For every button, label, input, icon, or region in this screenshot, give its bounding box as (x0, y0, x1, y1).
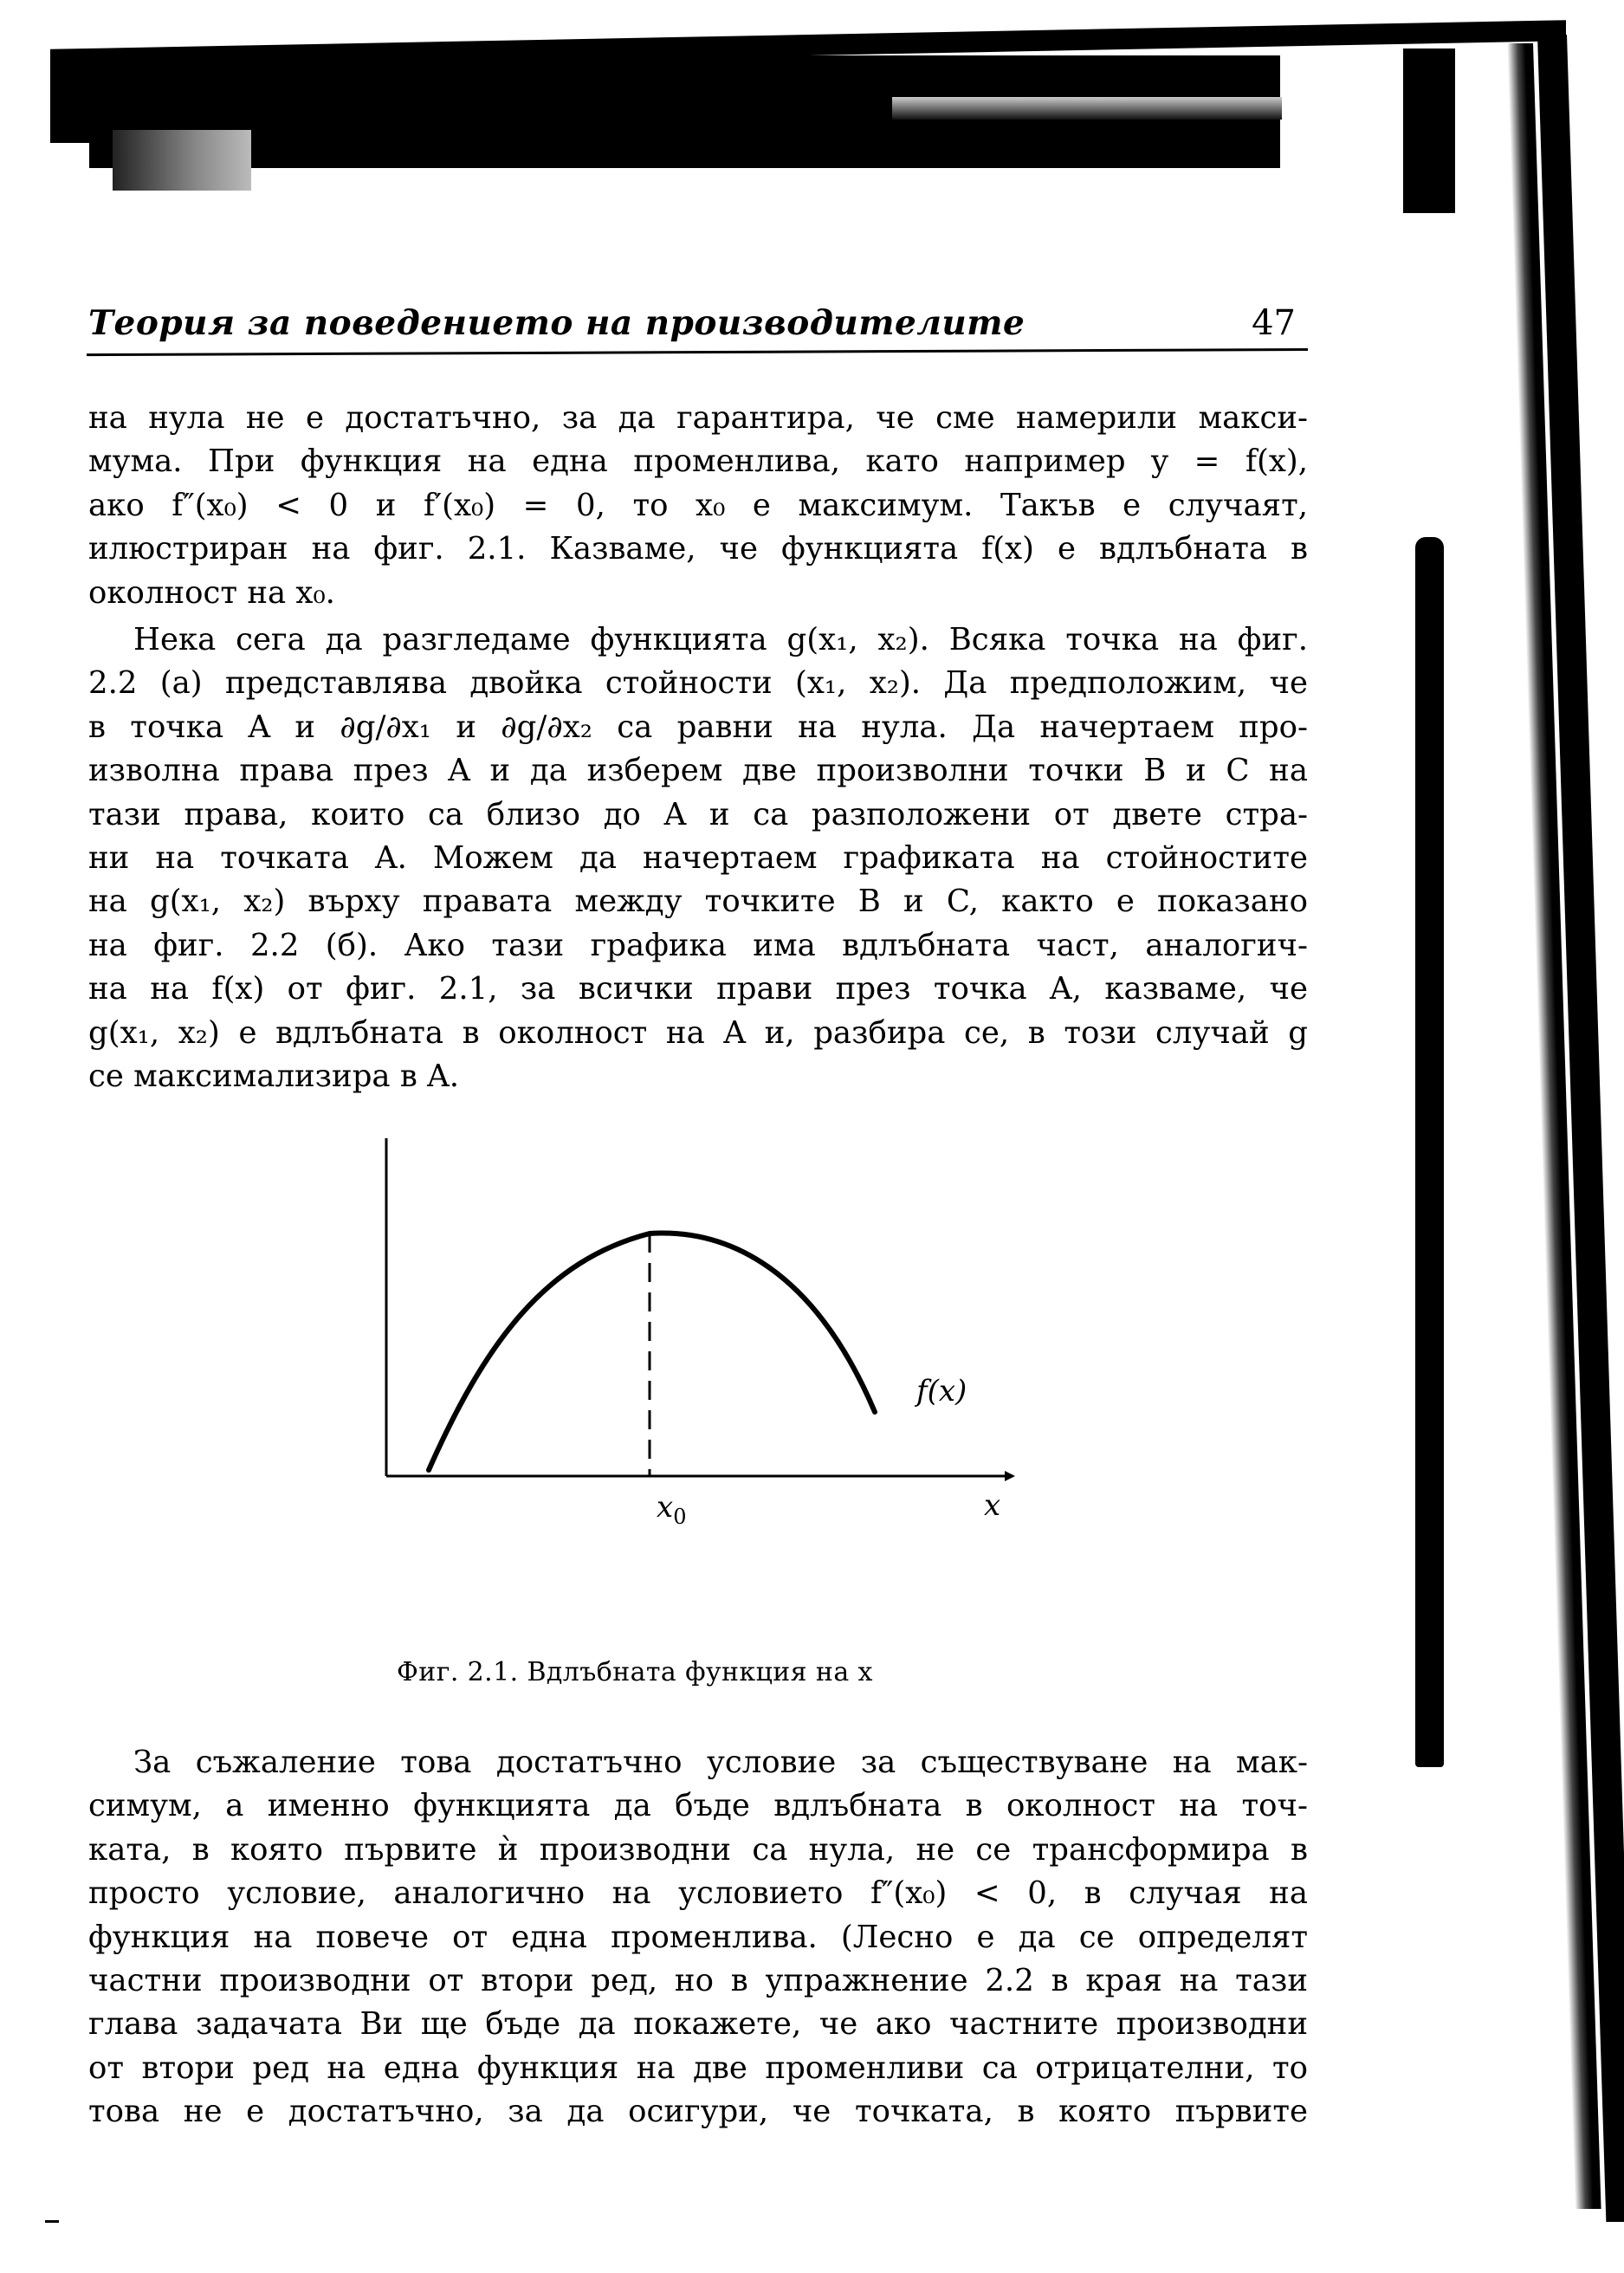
text-line: това не е достатъчно, за да осигури, че точката, в която първите (88, 2094, 1308, 2130)
text-line: просто условие, аналогично на условието f″(x₀) < 0, в случая на (88, 1875, 1308, 1912)
text-line: на фиг. 2.2 (б). Ако тази графика има вдлъбната част, аналогич- (88, 927, 1308, 963)
text-line: на на f(x) от фиг. 2.1, за всички прави през точка A, казваме, че (88, 971, 1308, 1007)
concave-function-plot (364, 1126, 1022, 1577)
figure-2-1 (364, 1126, 1022, 1577)
text-line: Нека сега да разгледаме функцията g(x₁, x₂). Всяка точка на фиг. (133, 622, 1308, 657)
text-line: на нула не е достатъчно, за да гарантира, че сме намерили макси- (88, 400, 1308, 436)
text-line: в точка A и ∂g/∂x₁ и ∂g/∂x₂ са равни на нула. Да начертаем про- (88, 709, 1308, 745)
scan-shadow-gap (50, 143, 89, 204)
scan-mark (45, 2220, 59, 2223)
scan-shadow-corner (1403, 49, 1455, 213)
text-line: ката, в която първите ѝ производни са нула, не се трансформира в (88, 1831, 1308, 1868)
curve-label: f(x) (916, 1374, 967, 1408)
x-axis-label: x (984, 1488, 1001, 1523)
header-rule (87, 348, 1308, 356)
text-line: ако f″(x₀) < 0 и f′(x₀) = 0, то x₀ е максимум. Такъв е случаят, (88, 487, 1308, 523)
scan-shadow-gray (113, 130, 251, 191)
curve-f-x (429, 1234, 875, 1470)
x-axis-arrow-icon (1005, 1471, 1015, 1481)
x0-tick-label: $x_0$ (657, 1490, 687, 1529)
text-line: частни производни от втори ред, но в упражнение 2.2 в края на тази (88, 1963, 1308, 1999)
text-line: мума. При функция на една променлива, като например y = f(x), (88, 444, 1308, 480)
paragraph-3 (88, 1741, 1308, 2134)
text-line: тази права, които са близо до A и са разположени от двете стра- (88, 796, 1308, 832)
text-line: глава задачата Ви ще бъде да покажете, че ако частните производни (88, 2006, 1308, 2043)
text-line: За съжаление това достатъчно условие за съществуване на мак- (133, 1745, 1308, 1780)
text-line: илюстриран на фиг. 2.1. Казваме, че функцията f(x) е вдлъбната в (88, 531, 1308, 567)
text-line: се максимализира в A. (88, 1059, 460, 1095)
text-line: g(x₁, x₂) е вдлъбната в околност на A и, разбира се, в този случай g (88, 1014, 1308, 1051)
text-line: ни на точката A. Можем да начертаем графиката на стойностите (88, 840, 1308, 877)
figure-caption: Фиг. 2.1. Вдлъбната функция на x (397, 1657, 873, 1687)
text-line: от втори ред на една функция на две променливи са отрицателни, то (88, 2050, 1308, 2086)
binding-shadow-strip (1415, 537, 1444, 1767)
running-header (87, 301, 1308, 353)
page-number: 47 (1252, 303, 1296, 343)
text-line: 2.2 (а) представлява двойка стойности (x₁, x₂). Да предположим, че (88, 665, 1308, 702)
text-line: околност на x₀. (88, 574, 335, 611)
text-line: изволна права през A и да изберем две произволни точки B и C на (88, 753, 1308, 789)
text-line: на g(x₁, x₂) върху правата между точките B и C, както е показано (88, 884, 1308, 920)
text-line: симум, а именно функцията да бъде вдлъбната в околност на точ- (88, 1788, 1308, 1824)
running-header-title: Теория за поведението на производителите (88, 303, 1026, 343)
scan-shadow-gray-right (892, 97, 1282, 120)
text-line: функция на повече от една променлива. (Лесно е да се определят (88, 1919, 1308, 1955)
paragraph-1 (88, 397, 1308, 615)
paragraph-2 (88, 618, 1308, 1098)
